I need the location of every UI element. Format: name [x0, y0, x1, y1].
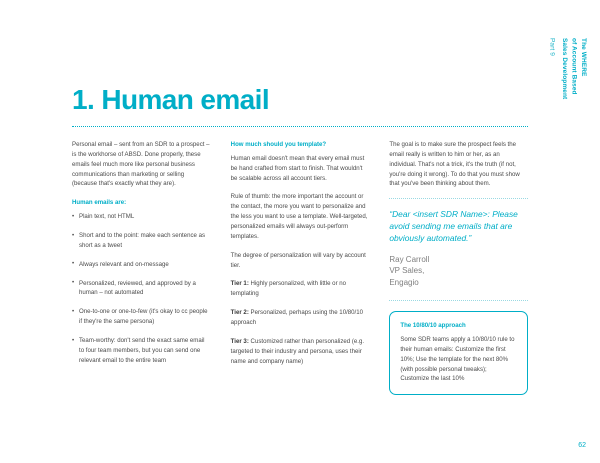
tier-3 — [231, 337, 370, 367]
quote-divider-top — [389, 198, 528, 199]
quote-author-company: Engagio — [389, 277, 419, 287]
list-item: • One-to-one or one-to-few (it's okay to cc people if they're the same persona) — [72, 307, 211, 327]
human-emails-subhead: Human emails are: — [72, 199, 127, 207]
human-emails-list — [72, 212, 211, 365]
side-tab-line3: Sales Development — [561, 38, 569, 100]
page-title: 1. Human email — [72, 84, 270, 115]
title-divider — [72, 126, 528, 127]
intro-paragraph: Personal email – sent from an SDR to a prospect – is the workhorse of ABSD. Done properly, these emails feel much more like personal business communications than marketing or selling (because that's exactly what they are). — [72, 141, 210, 188]
quote-divider-bottom — [389, 300, 528, 301]
tier-1-text: Highly personalized, with little or no templating — [230, 280, 347, 298]
tier-2-label: Tier 2: — [230, 309, 249, 317]
template-subhead: How much should you template? — [230, 141, 327, 148]
callout-text: Some SDR teams apply a 10/80/10 rule to their human emails: Customize the first 10%; Use the template for the next 80% (with possible personal tweaks); Customize the last 10% — [400, 336, 515, 383]
page-number: 62 — [578, 442, 586, 449]
template-paragraph-2: Rule of thumb: the more important the account or the contact, the more you want to personalize and the less you want to use a template. Well-targeted, personalized emails will always out-perform templates. — [230, 193, 368, 240]
tier-2 — [231, 308, 370, 328]
list-item: • Always relevant and on-message — [72, 260, 211, 270]
side-tab-title — [560, 38, 588, 99]
column-one — [72, 140, 211, 395]
column-two — [231, 140, 370, 395]
template-paragraph-1: Human email doesn't mean that every email must be hand crafted from start to finish. That wouldn't be scalable across all account tiers. — [230, 154, 365, 182]
column-three — [389, 140, 528, 395]
tier-1-label: Tier 1: — [230, 280, 249, 288]
side-tab-part: Part 9 — [548, 38, 556, 56]
quote-attribution — [389, 254, 528, 288]
goal-paragraph: The goal is to make sure the prospect feels the email really is written to him or her, as an individual. That's not a trick, it's the truth (if not, you're doing it wrong). To do that you must show that you've been thinking about them. — [389, 141, 520, 188]
list-item: • Plain text, not HTML — [72, 212, 211, 222]
template-paragraph-3: The degree of personalization will vary by account tier. — [230, 251, 366, 269]
list-item: • Team-worthy: don't send the exact same email to four team members, but you can send one relevant email to the entire team — [72, 336, 211, 366]
tier-3-text: Customized rather than personalized (e.g. targeted to their industry and persona, uses their name and company name) — [230, 337, 365, 365]
pull-quote: “Dear <insert SDR Name>: Please avoid sending me emails that are obviously automated.” — [389, 209, 518, 244]
list-item: • Short and to the point: make each sentence as short as a tweet — [72, 231, 211, 251]
quote-author-title: VP Sales, — [389, 266, 425, 276]
quote-author-name: Ray Carroll — [389, 255, 430, 265]
tier-2-text: Personalized, perhaps using the 10/80/10 approach — [230, 309, 364, 327]
side-tab-line1: The WHERE — [580, 38, 587, 77]
content-columns — [72, 140, 528, 395]
callout-box — [389, 311, 528, 395]
callout-title: The 10/80/10 approach — [400, 322, 466, 330]
side-tab-line2: of Account Based — [570, 38, 578, 95]
side-tab — [547, 38, 588, 99]
tier-1 — [231, 279, 370, 299]
list-item: • Personalized, reviewed, and approved by a human – not automated — [72, 279, 211, 299]
tier-3-label: Tier 3: — [230, 337, 249, 345]
